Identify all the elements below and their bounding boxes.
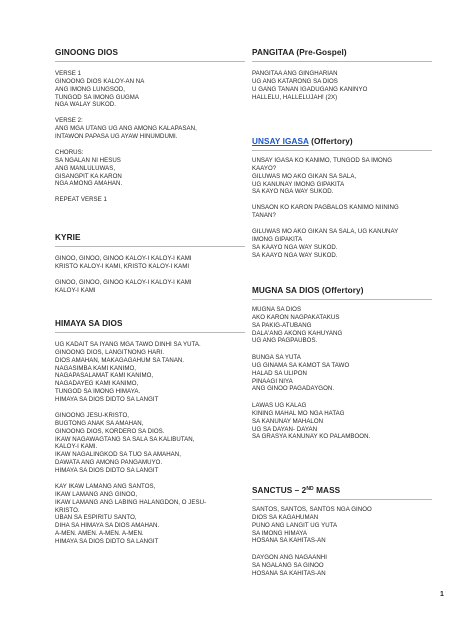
lyric-line: SA KAAYO NGA WAY SUKOD. — [252, 251, 338, 259]
section-title-himaya: HIMAYA SA DIOS — [55, 319, 123, 328]
lyric-line: SA IMONG HIMAYA — [252, 529, 308, 537]
lyric-line: SA GRASYA KANUNAY KO PALAMBOON. — [252, 433, 371, 441]
section-title-mugna: MUGNA SA DIOS (Offertory) — [252, 286, 364, 295]
lyrics-block — [55, 483, 206, 546]
lyric-line: TUNGOD SA IMONG HIMAYA. — [55, 388, 141, 396]
lyrics-block — [55, 412, 195, 475]
lyrics-block — [252, 306, 342, 345]
lyrics-block — [252, 402, 370, 441]
lyric-line: UG ANG KATARONG SA DIOS — [252, 77, 338, 85]
lyric-line: NAGAPASALAMAT KAMI KANIMO, — [55, 372, 154, 380]
lyric-line: PINAAGI NIYA — [252, 377, 293, 385]
lyric-line: KALOY-I KAMI — [55, 286, 96, 294]
lyrics-block — [55, 341, 201, 404]
lyric-line: UG KADAIT SA IYANG MGA TAWO DINHI SA YUTA. — [55, 341, 201, 348]
lyric-line: SA KAAYO NGA WAY SUKOD. — [252, 243, 338, 251]
lyric-line: ANG GINOO PAGADAYGON. — [252, 385, 335, 393]
lyric-line: KRISTO. — [55, 506, 80, 514]
lyric-line: SA KAYO NGA WAY SUKOD. — [252, 188, 334, 196]
section-title-kyrie: KYRIE — [55, 233, 81, 242]
section-divider — [252, 499, 432, 500]
lyric-line: SA NGALANG SA GINOO — [252, 561, 324, 569]
lyric-line: ANG MANLULUWAS, — [55, 164, 116, 172]
lyric-line: REPEAT VERSE 1 — [55, 196, 107, 203]
section-divider — [252, 150, 432, 151]
lyric-line: NGA WALAY SUKOD. — [55, 101, 116, 109]
lyric-line: HIMAYA SA DIOS DIDTO SA LANGIT — [55, 537, 159, 545]
lyric-line: SA NGALAN NI HESUS — [55, 156, 121, 164]
sanctus-title-main: SANCTUS – 2 — [252, 486, 307, 495]
lyric-line: KALOY-I KAMI. — [55, 443, 98, 451]
lyric-line: LAWAS UG KALAG — [252, 402, 307, 409]
lyric-line: DIOS AMAHAN, MAKAGAGAHUM SA TANAN. — [55, 356, 185, 364]
lyric-line: PUNO ANG LANGIT UG YUTA — [252, 521, 338, 529]
lyric-line: GILUWAS MO AKO GIKAN SA SALA, UG KANUNAY — [252, 228, 399, 235]
lyric-line: PANGITAA ANG GINGHARIAN — [252, 70, 338, 77]
lyric-line: INTAWON PAPASA UG AYAW HINUMDUMI. — [55, 132, 178, 140]
lyric-line: GISANGPIT KA KARON — [55, 172, 122, 180]
lyrics-block — [252, 354, 349, 393]
lyric-line: HOSANA SA KAHITAS-AN — [252, 537, 326, 545]
sanctus-title-superscript: ND — [306, 486, 314, 492]
lyric-line: ANG IMONG LUNGSOD, — [55, 85, 125, 93]
lyrics-block — [55, 255, 192, 271]
lyric-line: SA KANUNAY MAHALON — [252, 417, 324, 425]
section-divider — [252, 61, 432, 62]
lyric-line: DIHA SA HIMAYA SA DIOS AMAHAN. — [55, 522, 160, 530]
lyric-line: MUGNA SA DIOS — [252, 306, 302, 313]
lyric-line: GINOONG DIOS, LANGITNONG HARI. — [55, 348, 165, 356]
lyric-line: AKO KARON NAGPAKATAKUS — [252, 313, 340, 321]
lyrics-block — [55, 279, 192, 295]
lyric-line: GILUWAS MO AKO GIKAN SA SALA, — [252, 172, 357, 180]
lyric-line: TANAN? — [252, 211, 276, 219]
lyric-line: BUGTONG ANAK SA AMAHAN, — [55, 419, 144, 427]
section-divider — [55, 332, 245, 333]
lyrics-block — [252, 157, 392, 196]
section-title-sanctus — [252, 486, 340, 495]
lyric-line: IMONG GIPAKITA — [252, 235, 303, 243]
lyric-line: HOSANA SA KAHITAS-AN — [252, 569, 326, 577]
lyric-line: DALA'ANG AKONG KAHUYANG — [252, 329, 343, 337]
lyric-line: KINING MAHAL MO NGA HATAG — [252, 409, 345, 417]
lyric-line: VERSE 1 — [55, 70, 82, 77]
lyric-line: VERSE 2: — [55, 117, 83, 124]
lyric-line: UBAN SA ESPIRITU SANTO, — [55, 514, 137, 522]
sanctus-title-end: MASS — [313, 486, 341, 495]
lyric-line: DAWATA ANG AMONG PANGAMUYO. — [55, 459, 163, 467]
lyric-line: HIMAYA SA DIOS DIDTO SA LANGIT — [55, 466, 159, 474]
section-divider — [252, 299, 432, 300]
lyric-line: HALLELU, HALLELUJAH! (2X) — [252, 93, 338, 101]
lyrics-block — [252, 554, 327, 578]
lyric-line: ANG MGA UTANG UG ANG AMONG KALAPASAN, — [55, 124, 197, 132]
lyric-line: NGA AMONG AMAHAN. — [55, 180, 123, 188]
lyrics-block — [252, 204, 399, 220]
lyric-line: HIMAYA SA DIOS DIDTO SA LANGIT — [55, 395, 159, 403]
lyric-line: BUNGA SA YUTA — [252, 354, 301, 361]
lyric-line: UG KANUNAY IMONG GIPAKITA — [252, 180, 345, 188]
lyric-line: GINOO, GINOO, GINOO KALOY-I KALOY-I KAMI — [55, 279, 192, 286]
lyric-line: IKAW LAMANG ANG GINOO, — [55, 490, 138, 498]
lyric-line: UNSAY IGASA KO KANIMO, TUNGOD SA IMONG — [252, 157, 393, 164]
lyric-line: NAGASIMBA KAMI KANIMO, — [55, 364, 137, 372]
section-title-pangitaa: PANGITAA (Pre-Gospel) — [252, 48, 347, 57]
section-title-ginoong-dios: GINOONG DIOS — [55, 48, 119, 57]
section-divider — [55, 246, 245, 247]
lyric-line: GINOONG DIOS, KORDERO SA DIOS. — [55, 427, 165, 435]
lyric-line: IKAW LAMANG ANG LABING HALANGDON, O JESU- — [55, 498, 207, 506]
lyrics-block — [252, 506, 372, 545]
lyric-line: DIOS SA KAGAHUMAN — [252, 513, 319, 521]
lyric-line: UG GINAMA SA KAMOT SA TAWO — [252, 361, 350, 369]
lyric-line: CHORUS: — [55, 149, 84, 156]
lyric-line: NAGADAYEG KAMI KANIMO, — [55, 380, 139, 388]
lyrics-block — [55, 70, 144, 109]
lyrics-block — [55, 149, 122, 188]
lyric-line: SA PAKIG-ATUBANG — [252, 321, 312, 329]
lyrics-block — [252, 228, 398, 259]
lyric-line: UG SA DAYAN- DAYAN — [252, 425, 318, 433]
lyric-line: GINOO, GINOO, GINOO KALOY-I KALOY-I KAMI — [55, 255, 192, 262]
lyric-line: A-MEN. AMEN. A-MEN. A-MEN. — [55, 530, 144, 538]
lyrics-block — [55, 117, 197, 141]
lyric-line: UNSAON KO KARON PAGBALOS KANIMO NIINING — [252, 204, 399, 211]
unsay-igasa-link[interactable]: UNSAY IGASA — [252, 137, 309, 146]
section-divider — [55, 61, 245, 62]
lyrics-block — [252, 70, 367, 101]
lyric-line: KRISTO KALOY-I KAMI, KRISTO KALOY-I KAMI — [55, 262, 190, 270]
lyric-line: DAYGON ANG NAGAANHI — [252, 554, 327, 561]
lyric-line: IKAW NAGAWAGTANG SA SALA SA KALIBUTAN, — [55, 435, 195, 443]
lyric-line: U GANG TANAN IGADUGANG KANINYO — [252, 85, 368, 93]
lyric-line: GINOONG JESU-KRISTO, — [55, 412, 130, 419]
lyric-line: TUNGOD SA IMONG GUGMA — [55, 93, 139, 101]
page-number: 1 — [440, 591, 444, 598]
lyric-line: KAAYO? — [252, 164, 277, 172]
lyric-line: UG ANG PAGPAUBOS. — [252, 337, 318, 345]
lyric-line: HALAD SA ULIPON — [252, 369, 307, 377]
lyric-line: GINOONG DIOS KALOY-AN NA — [55, 77, 145, 85]
lyric-line: SANTOS, SANTOS, SANTOS NGA GINOO — [252, 506, 372, 513]
section-title-unsay-igasa — [252, 137, 353, 146]
lyric-line: IKAW NAGALINGKOD SA TUO SA AMAHAN, — [55, 451, 181, 459]
section-title-suffix: (Offertory) — [308, 137, 353, 146]
lyric-line: KAY IKAW LAMANG ANG SANTOS, — [55, 483, 156, 490]
lyrics-block — [55, 196, 107, 204]
